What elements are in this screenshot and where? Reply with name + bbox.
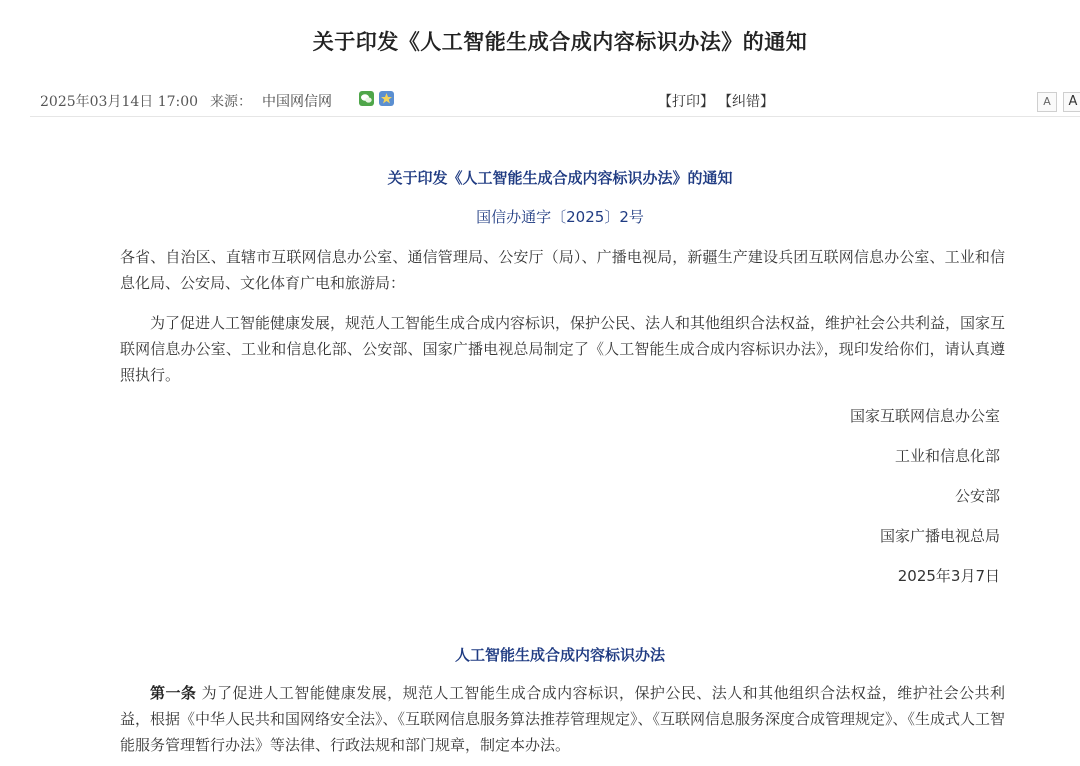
signatory: 国家广播电视总局 bbox=[879, 527, 1000, 545]
article-text: 为了促进人工智能健康发展，规范人工智能生成合成内容标识，保护公民、法人和其他组织合法权益，维护社会公共利益，根据《中华人民共和国网络安全法》、《互联网信息服务算法推荐管理规定》、《互联网信息服务深度合成管理规定》、《生成式人工智能服务管理暂行办法》等法律、行政法规和部门规章，制定本办法。 bbox=[120, 684, 1006, 754]
page-title: 关于印发《人工智能生成合成内容标识办法》的通知 bbox=[312, 30, 808, 54]
signatory: 工业和信息化部 bbox=[894, 447, 1000, 465]
body-paragraph: 为了促进人工智能健康发展，规范人工智能生成合成内容标识，保护公民、法人和其他组织合法权益，维护社会公共利益，国家互联网信息办公室、工业和信息化部、公安部、国家广播电视总局制定了《人工智能生成合成内容标识办法》，现印发给你们，请认真遵照执行。 bbox=[120, 314, 1006, 384]
weibo-icon[interactable] bbox=[379, 91, 394, 106]
report-error-button[interactable]: 【纠错】 bbox=[718, 94, 774, 110]
addressee-paragraph: 各省、自治区、直辖市互联网信息办公室、通信管理局、公安厅（局）、广播电视局，新疆生产建设兵团互联网信息办公室、工业和信息化局、公安局、文化体育广电和旅游局： bbox=[120, 248, 1005, 292]
measures-title: 人工智能生成合成内容标识办法 bbox=[454, 646, 665, 664]
wechat-icon[interactable] bbox=[359, 91, 374, 106]
article-meta-bar bbox=[30, 86, 1080, 117]
article-label: 第一条 bbox=[150, 684, 197, 702]
source-value: 中国网信网 bbox=[262, 94, 332, 110]
signatory: 公安部 bbox=[954, 487, 1000, 505]
source-label: 来源： bbox=[210, 94, 252, 110]
publish-datetime: 2025年03月14日 17:00 bbox=[40, 94, 199, 110]
font-increase-button[interactable]: A bbox=[1063, 92, 1080, 112]
signatory: 国家互联网信息办公室 bbox=[849, 407, 1000, 425]
print-button[interactable]: 【打印】 bbox=[658, 94, 714, 110]
document-number: 国信办通字〔2025〕2号 bbox=[476, 208, 644, 226]
font-decrease-button[interactable]: A bbox=[1037, 92, 1057, 112]
document-title: 关于印发《人工智能生成合成内容标识办法》的通知 bbox=[387, 169, 733, 187]
document-date: 2025年3月7日 bbox=[897, 567, 1000, 585]
article-paragraph bbox=[120, 680, 1005, 758]
